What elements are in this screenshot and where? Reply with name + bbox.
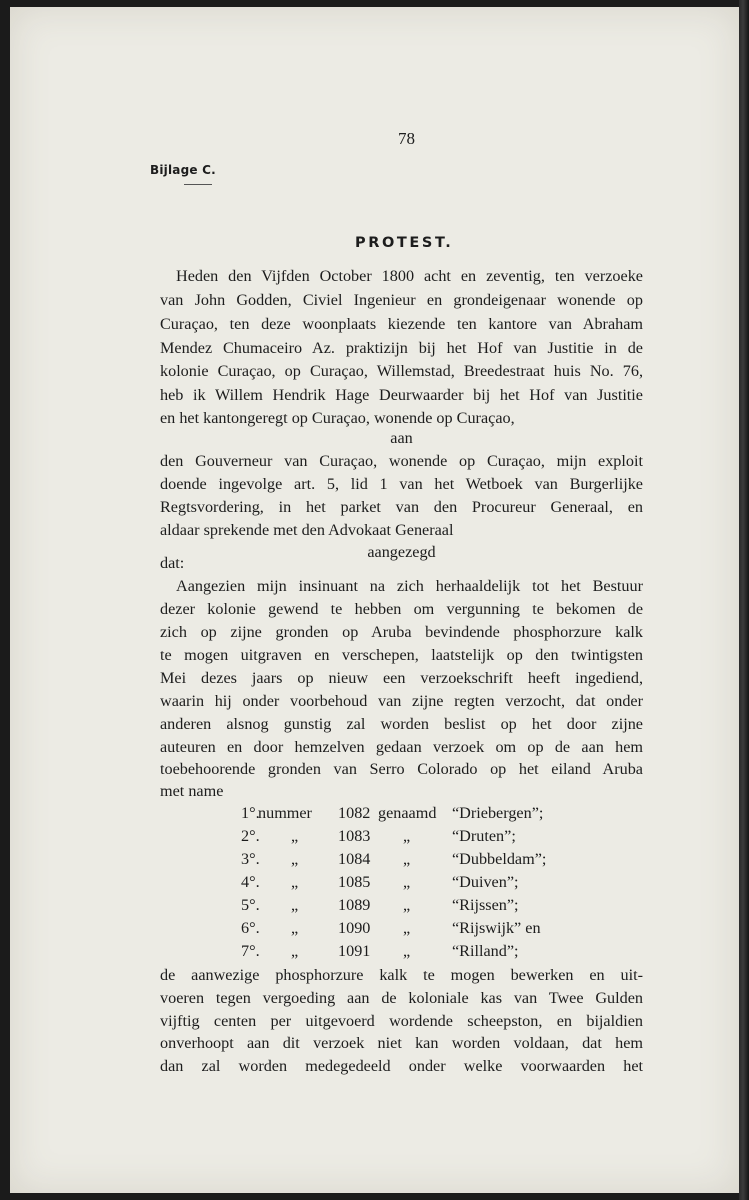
item-named: „ xyxy=(403,919,411,937)
item-number: 1°. xyxy=(241,804,260,822)
item-parcel-number: 1089 xyxy=(338,896,371,914)
paragraph-line: heb ik Willem Hendrik Hage Deurwaarder bij het Hof van Justitie xyxy=(160,386,643,404)
item-named: „ xyxy=(403,827,411,845)
appendix-label: Bijlage C. xyxy=(150,163,216,177)
item-parcel-number: 1082 xyxy=(338,804,371,822)
item-label: „ xyxy=(291,873,299,891)
dat-word: dat: xyxy=(160,554,185,572)
item-label: „ xyxy=(291,896,299,914)
item-number: 7°. xyxy=(241,942,260,960)
item-name: “Rilland”; xyxy=(452,942,519,960)
item-named: „ xyxy=(403,942,411,960)
paragraph-line: auteuren en door hemzelven gedaan verzoek om op de aan hem xyxy=(160,738,643,756)
announced-word: aangezegd xyxy=(367,543,436,561)
paragraph-line: aldaar sprekende met den Advokaat Generaal xyxy=(160,521,454,539)
item-name: “Duiven”; xyxy=(452,873,519,891)
paragraph-line: en het kantongeregt op Curaçao, wonende op Curaçao, xyxy=(160,409,515,427)
item-number: 2°. xyxy=(241,827,260,845)
addressee-word: aan xyxy=(390,429,413,447)
item-name: “Driebergen”; xyxy=(452,804,544,822)
paragraph-line: doende ingevolge art. 5, lid 1 van het Wetboek van Burgerlijke xyxy=(160,475,643,493)
paragraph-line: Mei dezes jaars op nieuw een verzoekschrift heeft ingediend, xyxy=(160,669,643,687)
item-name: “Druten”; xyxy=(452,827,516,845)
item-parcel-number: 1091 xyxy=(338,942,371,960)
item-parcel-number: 1085 xyxy=(338,873,371,891)
item-parcel-number: 1084 xyxy=(338,850,371,868)
item-name: “Dubbeldam”; xyxy=(452,850,547,868)
paragraph-line: Curaçao, ten deze woonplaats kiezende ten kantore van Abraham xyxy=(160,315,643,333)
paragraph-line: anderen alsnog gunstig zal worden beslist op het door zijne xyxy=(160,715,643,733)
paragraph-line: van John Godden, Civiel Ingenieur en grondeigenaar wonende op xyxy=(160,291,643,309)
item-label: „ xyxy=(291,827,299,845)
paragraph-line: dezer kolonie gewend te hebben om vergunning te bekomen de xyxy=(160,600,643,618)
item-label: „ xyxy=(291,919,299,937)
paragraph-line: kolonie Curaçao, op Curaçao, Willemstad, Breedestraat huis No. 76, xyxy=(160,362,643,380)
appendix-underline xyxy=(184,184,212,185)
paragraph-line: de aanwezige phosphorzure kalk te mogen bewerken en uit- xyxy=(160,966,643,984)
page-number: 78 xyxy=(398,129,415,148)
item-named: „ xyxy=(403,896,411,914)
paragraph-line: voeren tegen vergoeding aan de koloniale kas van Twee Gulden xyxy=(160,989,643,1007)
item-named: „ xyxy=(403,850,411,868)
item-label: „ xyxy=(291,850,299,868)
paragraph-line: toebehoorende gronden van Serro Colorado op het eiland Aruba xyxy=(160,760,643,778)
item-number: 3°. xyxy=(241,850,260,868)
item-named: „ xyxy=(403,873,411,891)
item-number: 4°. xyxy=(241,873,260,891)
paragraph-line: Aangezien mijn insinuant na zich herhaaldelijk tot het Bestuur xyxy=(176,577,643,595)
paragraph-line: met name xyxy=(160,782,224,800)
paragraph-line: zich op zijne gronden op Aruba bevindende phosphorzure kalk xyxy=(160,623,643,641)
item-number: 6°. xyxy=(241,919,260,937)
item-parcel-number: 1083 xyxy=(338,827,371,845)
paragraph-line: vijftig centen per uitgevoerd wordende scheepston, en bijaldien xyxy=(160,1012,643,1030)
document-title: PROTEST. xyxy=(355,235,454,251)
paragraph-line: dan zal worden medegedeeld onder welke voorwaarden het xyxy=(160,1057,643,1075)
book-spine-edge xyxy=(739,0,749,1200)
item-label: „ xyxy=(291,942,299,960)
item-number: 5°. xyxy=(241,896,260,914)
item-name: “Rijswijk” en xyxy=(452,919,541,937)
paragraph-line: Heden den Vijfden October 1800 acht en zeventig, ten verzoeke xyxy=(176,267,643,285)
item-parcel-number: 1090 xyxy=(338,919,371,937)
item-name: “Rijssen”; xyxy=(452,896,519,914)
paragraph-line: waarin hij onder voorbehoud van zijne regten verzocht, dat onder xyxy=(160,692,643,710)
item-named: genaamd xyxy=(378,804,437,822)
paragraph-line: Mendez Chumaceiro Az. praktizijn bij het Hof van Justitie in de xyxy=(160,339,643,357)
paragraph-line: Regtsvordering, in het parket van den Procureur Generaal, en xyxy=(160,498,643,516)
paragraph-line: onverhoopt aan dit verzoek niet kan worden voldaan, dat hem xyxy=(160,1034,643,1052)
paragraph-line: den Gouverneur van Curaçao, wonende op Curaçao, mijn exploit xyxy=(160,452,643,470)
paragraph-line: te mogen uitgraven en verschepen, laatstelijk op den twintigsten xyxy=(160,646,643,664)
item-label: nummer xyxy=(258,804,312,822)
